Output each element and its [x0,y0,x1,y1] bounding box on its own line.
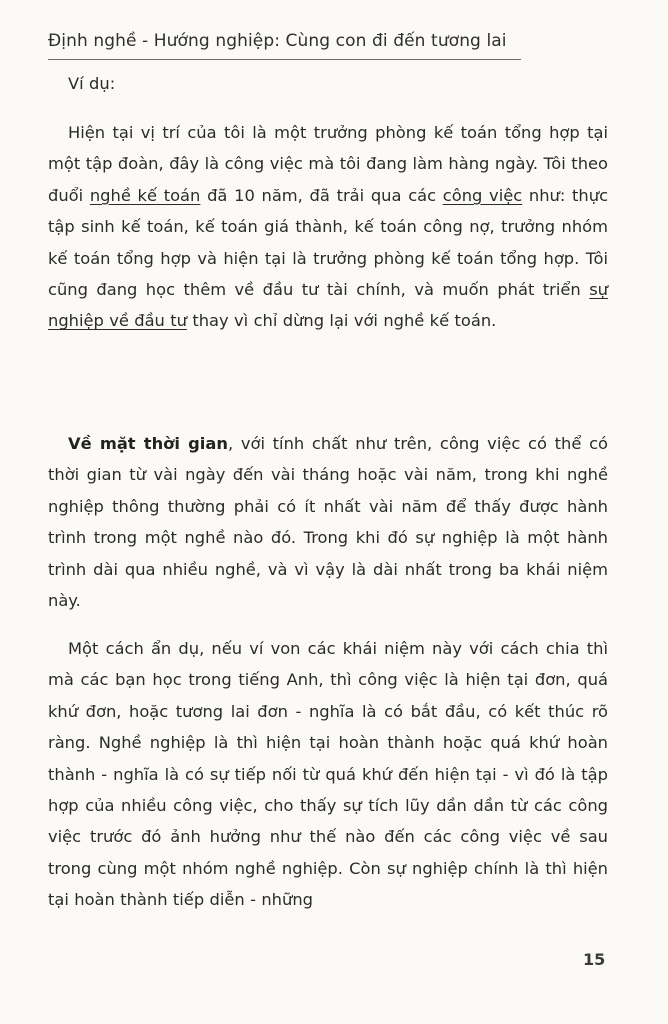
example-paragraph [48,117,608,337]
header-rule [48,59,521,60]
time-bold-lead: Về mặt thời gian [68,434,228,453]
running-header: Định nghề - Hướng nghiệp: Cùng con đi đến tương lai [48,31,507,51]
time-paragraph [48,428,608,616]
example-label: Ví dụ: [68,74,116,93]
page-number: 15 [583,950,606,969]
example-text-3: như: thực tập sinh kế toán, kế toán giá thành, kế toán công nợ, trưởng nhóm kế toán tổng hợp và hiện tại là trưởng phòng kế toán tổng hợp. Tôi cũng đang học thêm về đầu tư tài chính, và muốn phát triển [48,185,609,300]
time-text: , với tính chất như trên, công việc có thể có thời gian từ vài ngày đến vài tháng hoặc vài năm, trong khi nghề nghiệp thông thường phải có ít nhất vài năm để thấy được hành trình trong một nghề nào đó. Trong khi đó sự nghiệp là một hành trình dài qua nhiều nghề, và vì vậy là dài nhất trong ba khái niệm này. [48,434,608,611]
link-cong-viec[interactable]: công việc [442,185,523,205]
example-text-1: Hiện tại vị trí của tôi là một trưởng phòng kế toán tổng hợp tại một tập đoàn, đây là công việc mà tôi đang làm hàng ngày. Tôi theo đuổi [48,123,608,205]
link-su-nghiep-ve-dau-tu[interactable]: sự nghiệp về đầu tư [48,280,608,331]
example-text-4: thay vì chỉ dừng lại với nghề kế toán. [186,311,497,331]
metaphor-paragraph: Một cách ẩn dụ, nếu ví von các khái niệm này với cách chia thì mà các bạn học trong tiếng Anh, thì công việc là hiện tại đơn, quá khứ đơn, hoặc tương lai đơn - nghĩa là có bắt đầu, có kết thúc rõ ràng. Nghề nghiệp là thì hiện tại hoàn thành hoặc quá khứ hoàn thành - nghĩa là có sự tiếp nối từ quá khứ đến hiện tại - vì đó là tập hợp của nhiều công việc, cho thấy sự tích lũy dần dần từ các công việc trước đó ảnh hưởng như thế nào đến các công việc về sau trong cùng một nhóm nghề nghiệp. Còn sự nghiệp chính là thì hiện tại hoàn thành tiếp diễn - những [48,639,608,910]
example-text-2: đã 10 năm, đã trải qua các [200,185,443,205]
link-nghe-ke-toan[interactable]: nghề kế toán [89,185,201,205]
